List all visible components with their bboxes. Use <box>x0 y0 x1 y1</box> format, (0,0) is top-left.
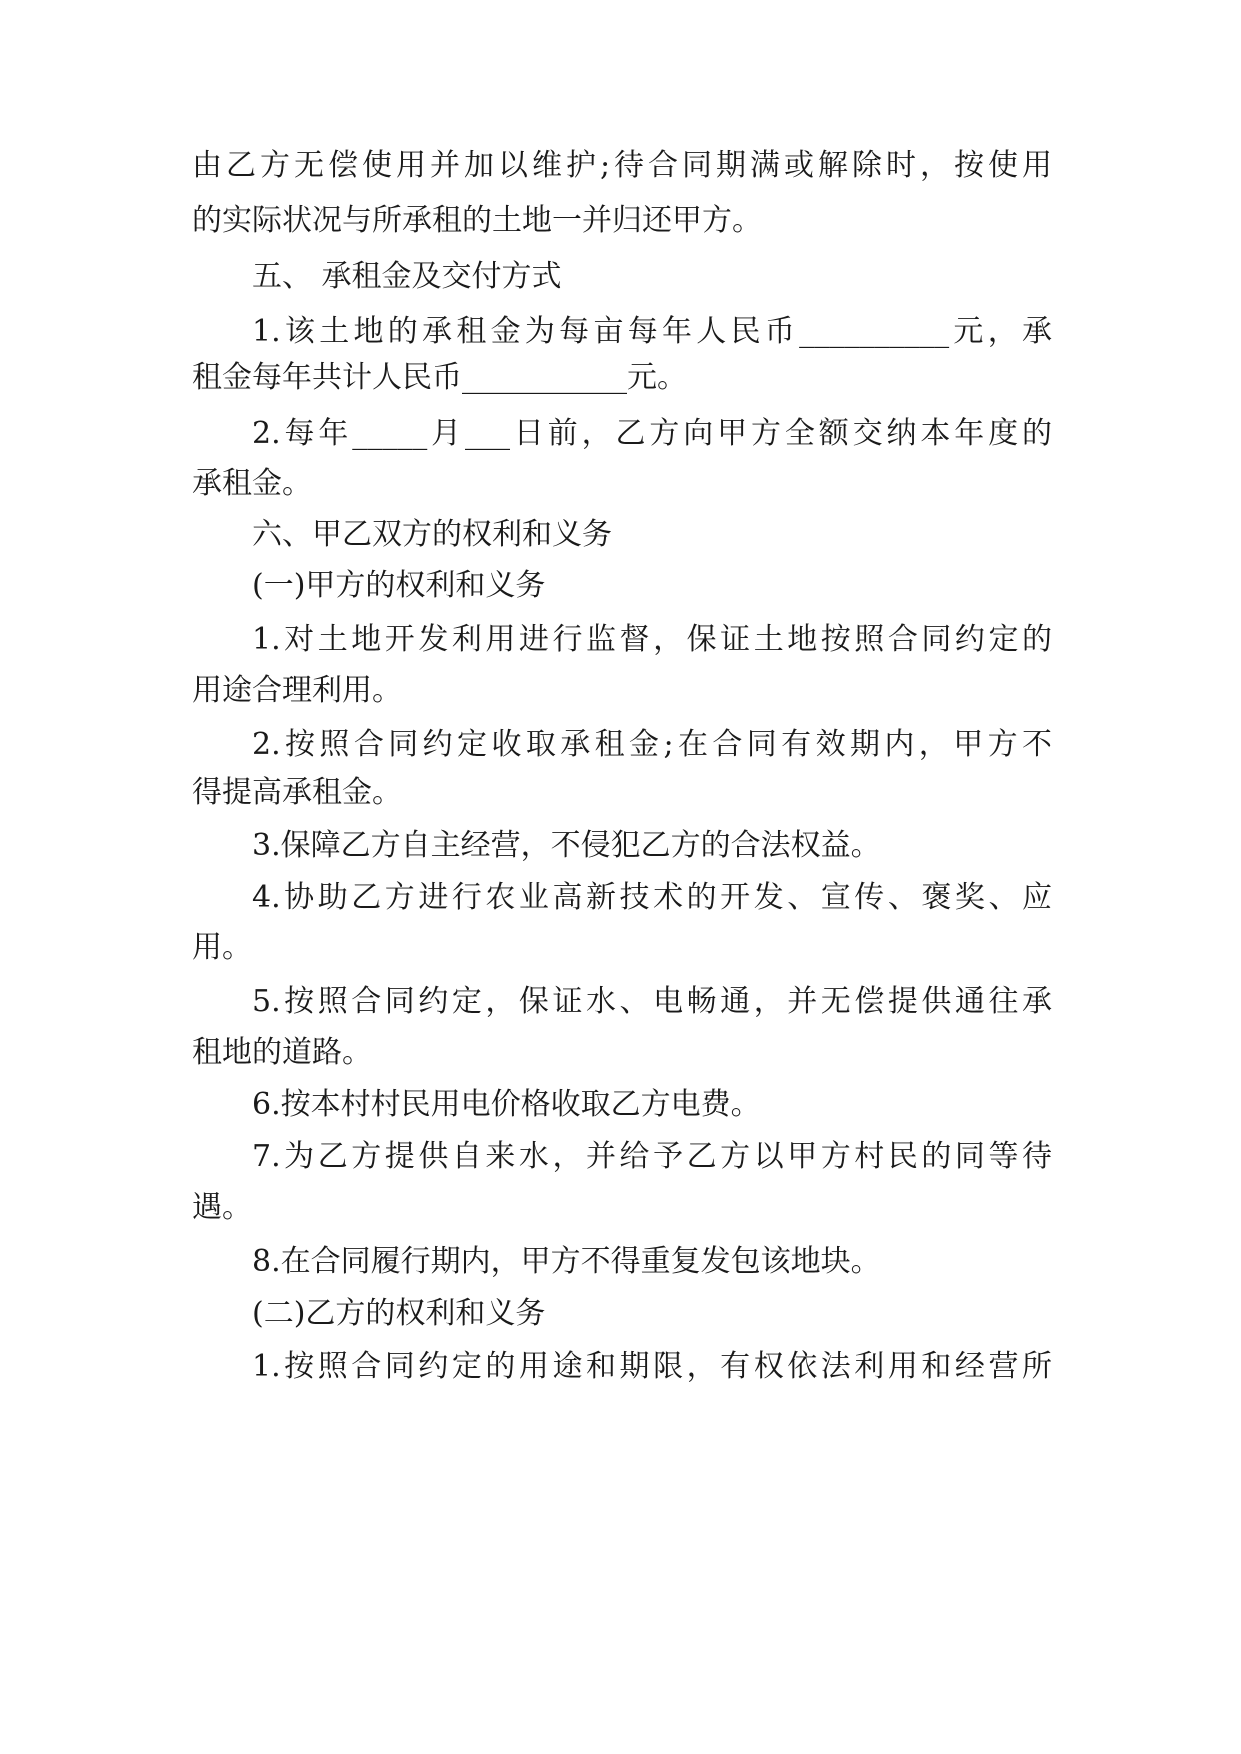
paragraph-line: 承租金。 <box>192 466 312 501</box>
paragraph-line: 1.该土地的承租金为每亩每年人民币__________元，承 <box>252 314 1052 349</box>
paragraph-line: 用途合理利用。 <box>192 673 402 708</box>
paragraph-line: 8.在合同履行期内，甲方不得重复发包该地块。 <box>252 1244 881 1279</box>
paragraph-line: 租金每年共计人民币___________元。 <box>192 360 687 395</box>
paragraph-line: 遇。 <box>192 1190 252 1225</box>
paragraph-line: 得提高承租金。 <box>192 775 402 810</box>
subsection-heading: (一)甲方的权利和义务 <box>252 568 546 603</box>
paragraph-line: 1.按照合同约定的用途和期限，有权依法利用和经营所 <box>252 1349 1052 1384</box>
paragraph-line: 2.按照合同约定收取承租金;在合同有效期内，甲方不 <box>252 727 1052 762</box>
paragraph-line: 4.协助乙方进行农业高新技术的开发、宣传、褒奖、应 <box>252 880 1052 915</box>
paragraph-line: 的实际状况与所承租的土地一并归还甲方。 <box>192 203 762 238</box>
paragraph-line: 租地的道路。 <box>192 1035 372 1070</box>
paragraph-line: 用。 <box>192 930 252 965</box>
section-heading: 五、 承租金及交付方式 <box>252 259 562 294</box>
paragraph-line: 3.保障乙方自主经营，不侵犯乙方的合法权益。 <box>252 828 881 863</box>
paragraph-line: 6.按本村村民用电价格收取乙方电费。 <box>252 1087 761 1122</box>
paragraph-line: 1.对土地开发利用进行监督，保证土地按照合同约定的 <box>252 622 1052 657</box>
section-heading: 六、甲乙双方的权利和义务 <box>252 517 612 552</box>
paragraph-line: 2.每年_____月___日前，乙方向甲方全额交纳本年度的 <box>252 416 1052 451</box>
paragraph-line: 7.为乙方提供自来水，并给予乙方以甲方村民的同等待 <box>252 1139 1052 1174</box>
subsection-heading: (二)乙方的权利和义务 <box>252 1296 546 1331</box>
paragraph-line: 5.按照合同约定，保证水、电畅通，并无偿提供通往承 <box>252 984 1052 1019</box>
paragraph-line: 由乙方无偿使用并加以维护;待合同期满或解除时，按使用 <box>192 148 1052 183</box>
